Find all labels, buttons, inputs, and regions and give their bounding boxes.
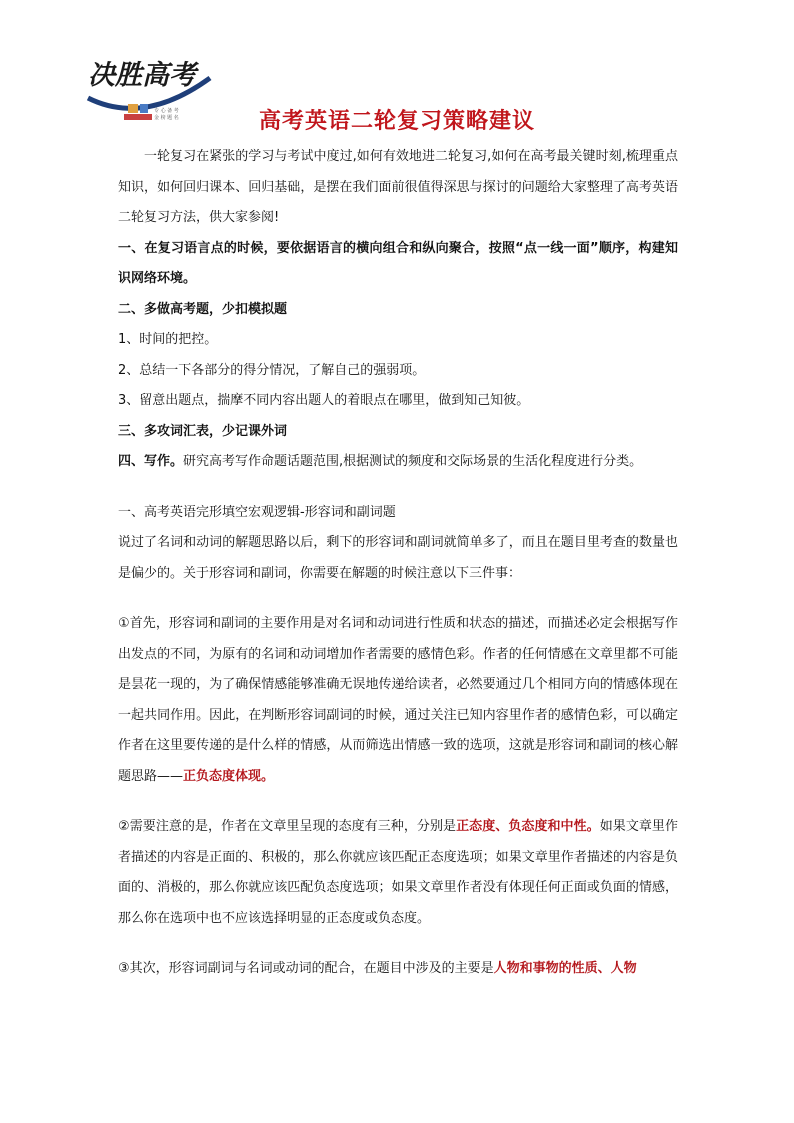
list-item-1: 1、时间的把控。 [118,332,218,347]
point-2-text: ②需要注意的是，作者在文章里呈现的态度有三种，分别是 [118,819,457,834]
point-2-rest: 如果文章里作者描述的内容是正面的、积极的，那么你就应该匹配正态度选项；如果文章里作者描述的内容是负面的、消极的，那么你就应该匹配负态度选项；如果文章里作者没有体现任何正面或负面的情感，那么你在选项中也不应该选择明显的正态度或负态度。 [118,819,678,926]
page-title: 高考英语二轮复习策略建议 [258,109,535,134]
point-3-paragraph [118,954,678,985]
svg-text:金 榜 题 名: 金 榜 题 名 [154,115,179,121]
spacer [118,934,678,954]
section-4-text: 研究高考写作命题话题范围,根据测试的频度和交际场景的生活化程度进行分类。 [183,454,643,469]
point-1-highlight: 正负态度体现。 [183,768,275,784]
document-body [118,142,678,985]
section-3-heading: 三、多攻词汇表，少记课外词 [118,423,288,439]
point-1-text: ①首先，形容词和副词的主要作用是对名词和动词进行性质和状态的描述，而描述必定会根据写作出发点的不同，为原有的名词和动词增加作者需要的感情色彩。作者的任何情感在文章里都不可能是昙花一现的，为了确保情感能够准确无误地传递给读者，必然要通过几个相同方向的情感体现在一起共同作用。因此，在判断形容词副词的时候，通过关注已知内容里作者的感情色彩，可以确定作者在这里要传递的是什么样的情感，从而筛选出情感一致的选项，这就是形容词和副词的核心解题思路—— [118,616,678,784]
spacer [118,478,678,498]
point-1-paragraph [118,609,678,792]
svg-text:决胜高考: 决胜高考 [88,60,196,91]
point-2-highlight: 正态度、负态度和中性。 [456,819,600,834]
section-4-heading: 四、写作。 [118,454,184,469]
list-item-3: 3、留意出题点，揣摩不同内容出题人的着眼点在哪里，做到知己知彼。 [118,393,530,408]
intro-paragraph: 一轮复习在紧张的学习与考试中度过,如何有效地进二轮复习,如何在高考最关键时刻,梳理重点知识，如何回归课本、回归基础，是摆在我们面前很值得深思与探讨的问题给大家整理了高考英语二轮复习方法，供大家参阅! [118,149,678,225]
point-2-paragraph [118,812,678,934]
point-3-highlight: 人物和事物的性质、人物 [493,961,637,976]
point-3-text: ③其次，形容词副词与名词或动词的配合，在题目中涉及的主要是 [118,961,494,976]
section-2-heading: 二、多做高考题，少扣模拟题 [118,301,288,317]
spacer [118,792,678,812]
list-item-2: 2、总结一下各部分的得分情况，了解自己的强弱项。 [118,362,426,378]
section-4-paragraph [118,447,678,478]
svg-text:专 心 备 考: 专 心 备 考 [154,108,179,114]
sub-heading: 一、高考英语完形填空宏观逻辑-形容词和副词题 [118,504,396,520]
paragraph-a: 说过了名词和动词的解题思路以后，剩下的形容词和副词就简单多了，而且在题目里考查的数量也是偏少的。关于形容词和副词，你需要在解题的时候注意以下三件事： [118,535,678,581]
section-1-heading: 一、在复习语言点的时候，要依据语言的横向组合和纵向聚合，按照“点一线一面”顺序，构建知识网络环境。 [118,240,678,286]
spacer [118,589,678,609]
